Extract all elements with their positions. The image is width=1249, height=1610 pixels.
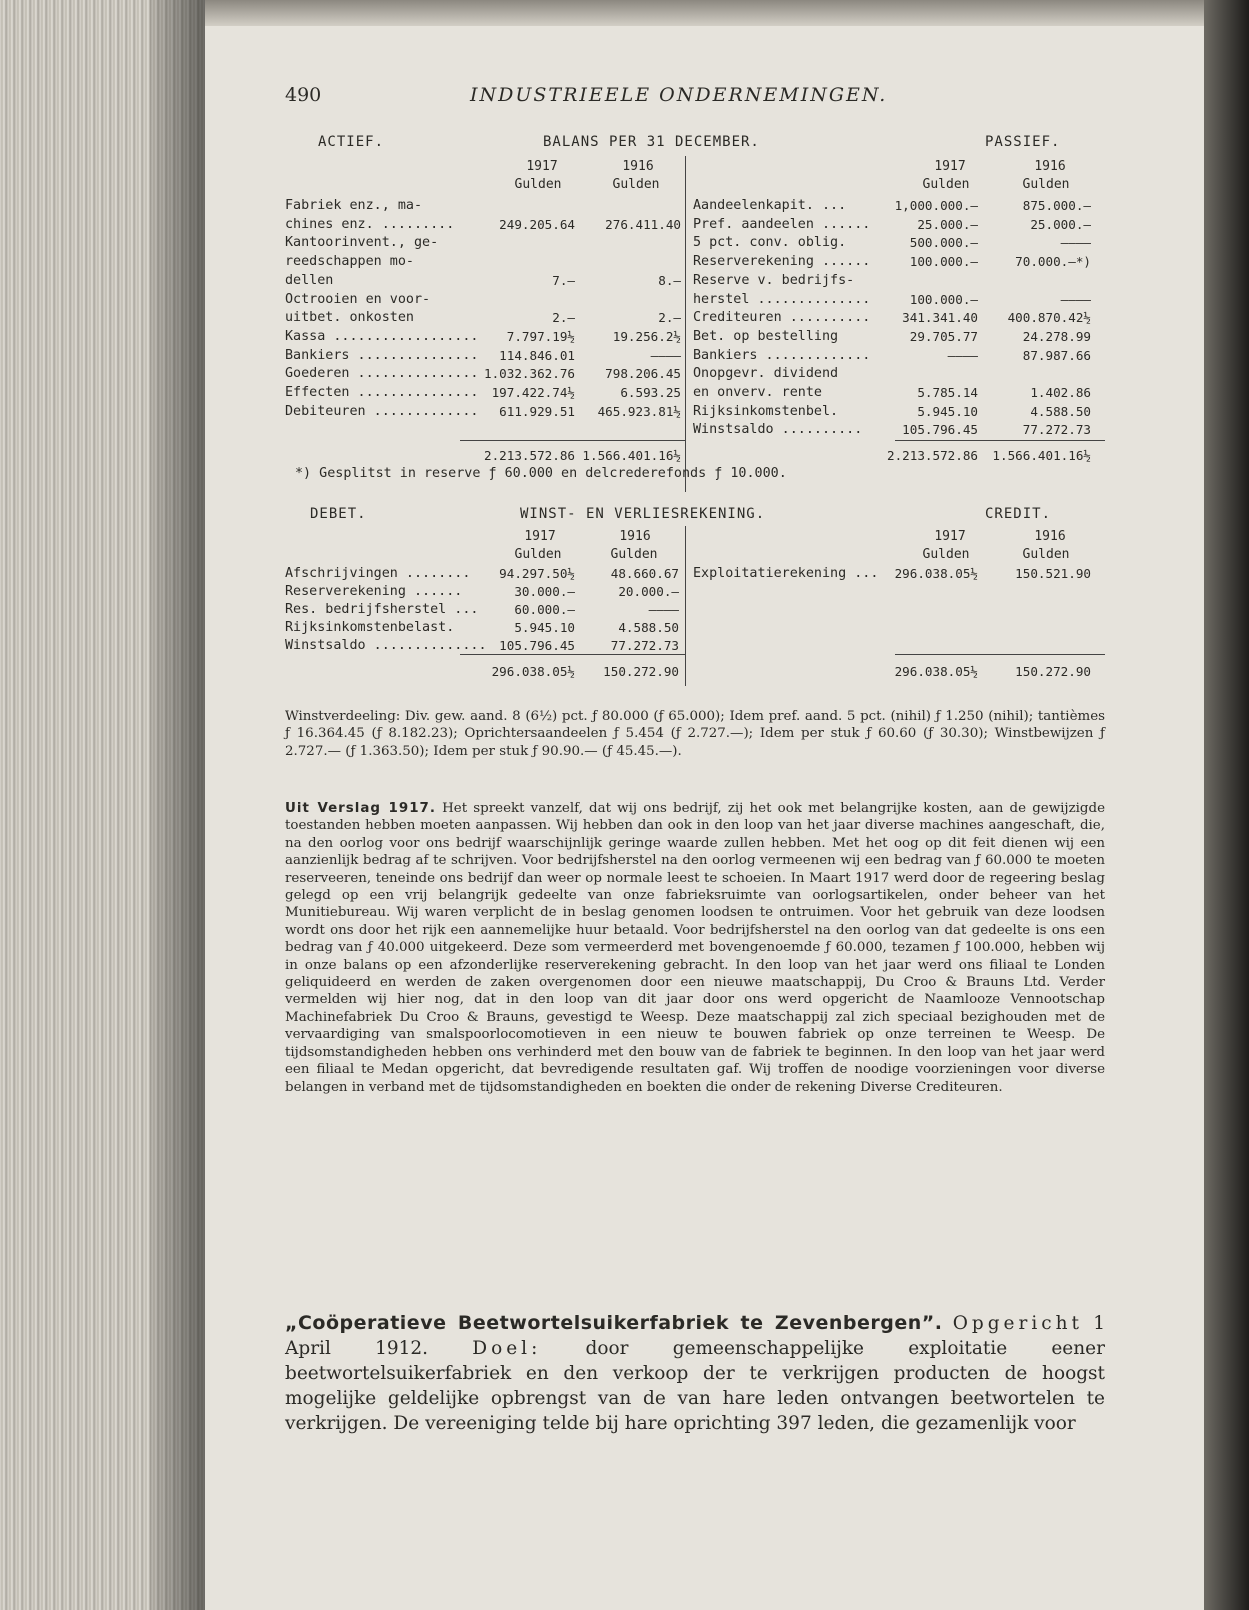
credit-total-1916: 150.272.90	[1015, 664, 1091, 679]
opgericht-label: Opgericht	[952, 1313, 1083, 1334]
passief-row-value-1916: 77.272.73	[1022, 422, 1091, 438]
passief-row-label: Bet. op bestelling	[693, 328, 839, 344]
debet-row-label: Rijksinkomstenbelast.	[285, 620, 455, 635]
winst-title: WINST- EN VERLIESREKENING.	[520, 506, 766, 522]
debet-row-value-1916: ————	[648, 602, 679, 617]
debet-row-value-1917: 94.297.50½	[499, 566, 575, 581]
debet-row-label: Reserverekening ......	[285, 584, 463, 599]
passief-total-1917: 2.213.572.86	[887, 448, 978, 463]
verslag-text: Het spreekt vanzelf, dat wij ons bedrijf, zij het ook met belangrijke kosten, aan de gewijzigde toestanden hebben moeten aanpassen. Wij hebben dan ook in den loop van het jaar diverse machines aangeschaft, die, na den oorlog voor ons bedrijf waarschijnlijk geringe waarde zullen hebben. Met het oog op dit feit dienen wij een aanzienlijk bedrag af te schrijven. Voor bedrijfsherstel na den oorlog vermeenen wij een bedrag van ƒ 60.000 te moeten reserveeren, teneinde ons bedrijf dan weer op normale leest te schoeien. In Maart 1917 werd door de regeering beslag gelegd op een vrij belangrijk gedeelte van onze fabrieksruimte van oorlogsartikelen, onder beheer van het Munitiebureau. Wij waren verplicht de in beslag genomen loodsen te ontruimen. Voor het gebruik van deze loodsen wordt ons door het rijk een aannemelijke huur betaald. Voor bedrijfsherstel na den oorlog van dat gedeelte is ons een bedrag van ƒ 40.000 uitgekeerd. Deze som vermeerderd met bovengenoemde ƒ 60.000, tezamen ƒ 100.000, hebben wij in onze balans op een afzonderlijke reserverekening gebracht. In den loop van het jaar werd ons filiaal te Londen geliquideerd en werden de zaken overgenomen door een nieuwe maatschappij, Du Croo & Brauns Ltd. Verder vermelden wij hier nog, dat in den loop van dit jaar door ons werd opgericht de Naamlooze Vennootschap Machinefabriek Du Croo & Brauns, gevestigd te Weesp. Deze maatschappij zal zich speciaal bezighouden met de vervaardiging van smalspoorlocomotieven in een nieuw te bouwen fabriek op onze terreinen te Weesp. De tijdsomstandigheden hebben ons verhinderd met den bouw van de fabriek te beginnen. In den loop van het jaar werd een filiaal te Medan opgericht, dat bevredigende resultaten gaf. Wij troffen de noodige voorzieningen voor diverse belangen in verband met de tijdsomstandigheden en boekten die onder de rekening Diverse Crediteuren.	[285, 801, 1105, 1095]
debet-unit-2: Gulden	[610, 547, 658, 562]
passief-row-label: Winstsaldo ..........	[693, 422, 863, 438]
passief-row-label: Rijksinkomstenbel.	[693, 403, 839, 419]
passief-row-label: Reserve v. bedrijfs-	[693, 272, 855, 288]
actief-row-value-1916: 465.923.81½	[597, 403, 681, 419]
actief-unit-2: Gulden	[612, 177, 660, 192]
opgericht-date: 1 April 1912.	[285, 1313, 1105, 1359]
actief-row-value-1916: 6.593.25	[620, 385, 681, 400]
debet-year-2: 1916	[619, 529, 651, 544]
passief-row-label: Aandeelenkapit. ...	[693, 198, 847, 213]
debet-unit-1: Gulden	[514, 547, 562, 562]
passief-row-value-1917: 25.000.—	[917, 216, 978, 232]
actief-row-value-1917: 7.—	[552, 272, 575, 288]
credit-year-2: 1916	[1034, 529, 1066, 544]
verslag-paragraph	[285, 800, 1105, 1096]
debet-row-label: Afschrijvingen ........	[285, 566, 471, 581]
actief-row-value-1917: 249.205.64	[499, 216, 575, 232]
passief-row-label: herstel ..............	[693, 291, 871, 307]
credit-unit-2: Gulden	[1022, 547, 1070, 562]
debet-title: DEBET.	[310, 506, 367, 522]
winst-divider	[685, 526, 686, 686]
passief-row-value-1917: 341.341.40	[902, 310, 978, 326]
passief-row-value-1916: 24.278.99	[1022, 328, 1091, 344]
actief-row-value-1916: 2.—	[658, 310, 681, 326]
actief-row-value-1916: 19.256.2½	[612, 328, 681, 344]
passief-row-label: Reserverekening ......	[693, 254, 871, 270]
passief-row-value-1916: 87.987.66	[1022, 347, 1091, 363]
actief-row-label: Debiteuren .............	[285, 403, 479, 419]
passief-row-value-1917: 5.945.10	[917, 403, 978, 419]
actief-row-label: Fabriek enz., ma-	[285, 198, 423, 213]
credit-row-value-1917: 296.038.05½	[894, 566, 978, 581]
passief-row-value-1917: 1,000.000.—	[894, 198, 978, 213]
passief-row-value-1916: 400.870.42½	[1007, 310, 1091, 326]
credit-year-1: 1917	[934, 529, 966, 544]
actief-row-label: reedschappen mo-	[285, 254, 414, 270]
actief-row-value-1916: ————	[650, 347, 681, 363]
actief-row-value-1917: 1.032.362.76	[484, 366, 575, 382]
cooperatieve-text: door gemeenschappelijke exploitatie eener beetwortelsuikerfabriek en den verkoop der te verkrijgen producten de hoogst mogelijke geldelijke opbrengst van de van hare leden ontvangen beetwortelen te verkrijgen. De vereeniging telde bij hare oprichting 397 leden, die gezamenlijk voor	[285, 1338, 1105, 1434]
credit-unit-1: Gulden	[922, 547, 970, 562]
actief-row-value-1917: 7.797.19½	[506, 328, 575, 344]
passief-row-label: Onopgevr. dividend	[693, 366, 839, 382]
passief-row-value-1917: ————	[947, 347, 978, 363]
passief-total-rule	[895, 440, 1105, 441]
debet-row-value-1916: 77.272.73	[610, 638, 679, 653]
cooperatieve-heading: „Coöperatieve Beetwortelsuikerfabriek te Zevenbergen”.	[285, 1312, 943, 1334]
debet-row-label: Winstsaldo ..............	[285, 638, 487, 653]
actief-row-label: Effecten ...............	[285, 385, 479, 400]
passief-row-value-1917: 100.000.—	[909, 291, 978, 307]
actief-year-1: 1917	[526, 159, 558, 174]
passief-row-value-1916: 25.000.—	[1030, 216, 1091, 232]
actief-unit-1: Gulden	[514, 177, 562, 192]
passief-unit-2: Gulden	[1022, 177, 1070, 192]
actief-row-value-1917: 611.929.51	[499, 403, 575, 419]
actief-year-2: 1916	[622, 159, 654, 174]
actief-row-label: Bankiers ...............	[285, 347, 479, 363]
actief-row-value-1917: 114.846.01	[499, 347, 575, 363]
debet-total-1917: 296.038.05½	[491, 664, 575, 679]
actief-row-value-1916: 276.411.40	[605, 216, 681, 232]
passief-row-value-1916: ————	[1060, 235, 1091, 251]
actief-row-label: Octrooien en voor-	[285, 291, 431, 307]
debet-row-value-1916: 4.588.50	[618, 620, 679, 635]
passief-row-label: Bankiers .............	[693, 347, 871, 363]
credit-row-value-1916: 150.521.90	[1015, 566, 1091, 581]
balance-divider	[685, 156, 686, 492]
actief-row-label: uitbet. onkosten	[285, 310, 414, 326]
passief-row-label: Crediteuren ..........	[693, 310, 871, 326]
debet-row-value-1916: 48.660.67	[610, 566, 679, 581]
passief-row-value-1917: 500.000.—	[909, 235, 978, 251]
passief-row-value-1916: 70.000.—*)	[1015, 254, 1091, 270]
passief-row-value-1917: 100.000.—	[909, 254, 978, 270]
debet-row-label: Res. bedrijfsherstel ...	[285, 602, 479, 617]
debet-row-value-1917: 30.000.—	[514, 584, 575, 599]
credit-row-label: Exploitatierekening ...	[693, 566, 879, 581]
balance-title: BALANS PER 31 DECEMBER.	[543, 134, 760, 150]
credit-title: CREDIT.	[985, 506, 1052, 522]
actief-row-label: dellen	[285, 272, 334, 288]
passief-row-value-1917: 29.705.77	[909, 328, 978, 344]
passief-row-value-1917: 105.796.45	[902, 422, 978, 438]
cooperatieve-paragraph	[285, 1311, 1105, 1436]
passief-row-label: Pref. aandeelen ......	[693, 216, 871, 232]
actief-row-value-1916: 8.—	[658, 272, 681, 288]
debet-row-value-1917: 60.000.—	[514, 602, 575, 617]
actief-total-rule	[460, 440, 685, 441]
passief-row-value-1916: ————	[1060, 291, 1091, 307]
actief-row-value-1917: 2.—	[552, 310, 575, 326]
passief-unit-1: Gulden	[922, 177, 970, 192]
doel-label: Doel:	[472, 1338, 542, 1359]
passief-row-value-1916: 4.588.50	[1030, 403, 1091, 419]
debet-total-1916: 150.272.90	[603, 664, 679, 679]
actief-row-value-1917: 197.422.74½	[491, 385, 575, 400]
actief-row-label: Kassa ..................	[285, 328, 479, 344]
debet-total-rule	[460, 654, 685, 655]
actief-row-label: Goederen ...............	[285, 366, 479, 382]
passief-title: PASSIEF.	[985, 134, 1061, 150]
passief-year-2: 1916	[1034, 159, 1066, 174]
debet-year-1: 1917	[524, 529, 556, 544]
credit-total-1917: 296.038.05½	[894, 664, 978, 679]
winstverdeeling-paragraph: Winstverdeeling: Div. gew. aand. 8 (6½) pct. ƒ 80.000 (ƒ 65.000); Idem pref. aand. 5 pct. (nihil) ƒ 1.250 (nihil); tantièmes ƒ 16.364.45 (ƒ 8.182.23); Oprichtersaandeelen ƒ 5.454 (ƒ 2.727.—); Idem per stuk ƒ 60.60 (ƒ 30.30); Winstbewijzen ƒ 2.727.— (ƒ 1.363.50); Idem per stuk ƒ 90.90.— (ƒ 45.45.—).	[285, 709, 1105, 759]
actief-row-label: chines enz. .........	[285, 216, 455, 232]
page-gutter-shadow	[1204, 0, 1249, 1610]
page-number: 490	[285, 84, 322, 106]
passief-row-label: en onverv. rente	[693, 385, 822, 400]
debet-row-value-1916: 20.000.—	[618, 584, 679, 599]
book-page-edges	[0, 0, 205, 1610]
book-page	[205, 26, 1204, 1610]
actief-row-value-1916: 798.206.45	[605, 366, 681, 382]
passief-total-1916: 1.566.401.16½	[992, 448, 1091, 463]
passief-row-label: 5 pct. conv. oblig.	[693, 235, 847, 251]
passief-year-1: 1917	[934, 159, 966, 174]
running-title: INDUSTRIEELE ONDERNEMINGEN.	[470, 84, 888, 106]
actief-title: ACTIEF.	[318, 134, 385, 150]
balance-footnote: *) Gesplitst in reserve ƒ 60.000 en delcrederefonds ƒ 10.000.	[295, 466, 787, 481]
verslag-label: Uit Verslag 1917.	[285, 801, 436, 816]
debet-row-value-1917: 5.945.10	[514, 620, 575, 635]
passief-row-value-1916: 1.402.86	[1030, 385, 1091, 400]
passief-row-value-1917: 5.785.14	[917, 385, 978, 400]
passief-row-value-1916: 875.000.—	[1022, 198, 1091, 213]
actief-row-label: Kantoorinvent., ge-	[285, 235, 439, 251]
page-top-shadow	[205, 0, 1204, 28]
actief-total-1917: 2.213.572.86	[484, 448, 575, 463]
debet-row-value-1917: 105.796.45	[499, 638, 575, 653]
credit-total-rule	[895, 654, 1105, 655]
actief-total-1916: 1.566.401.16½	[582, 448, 681, 463]
